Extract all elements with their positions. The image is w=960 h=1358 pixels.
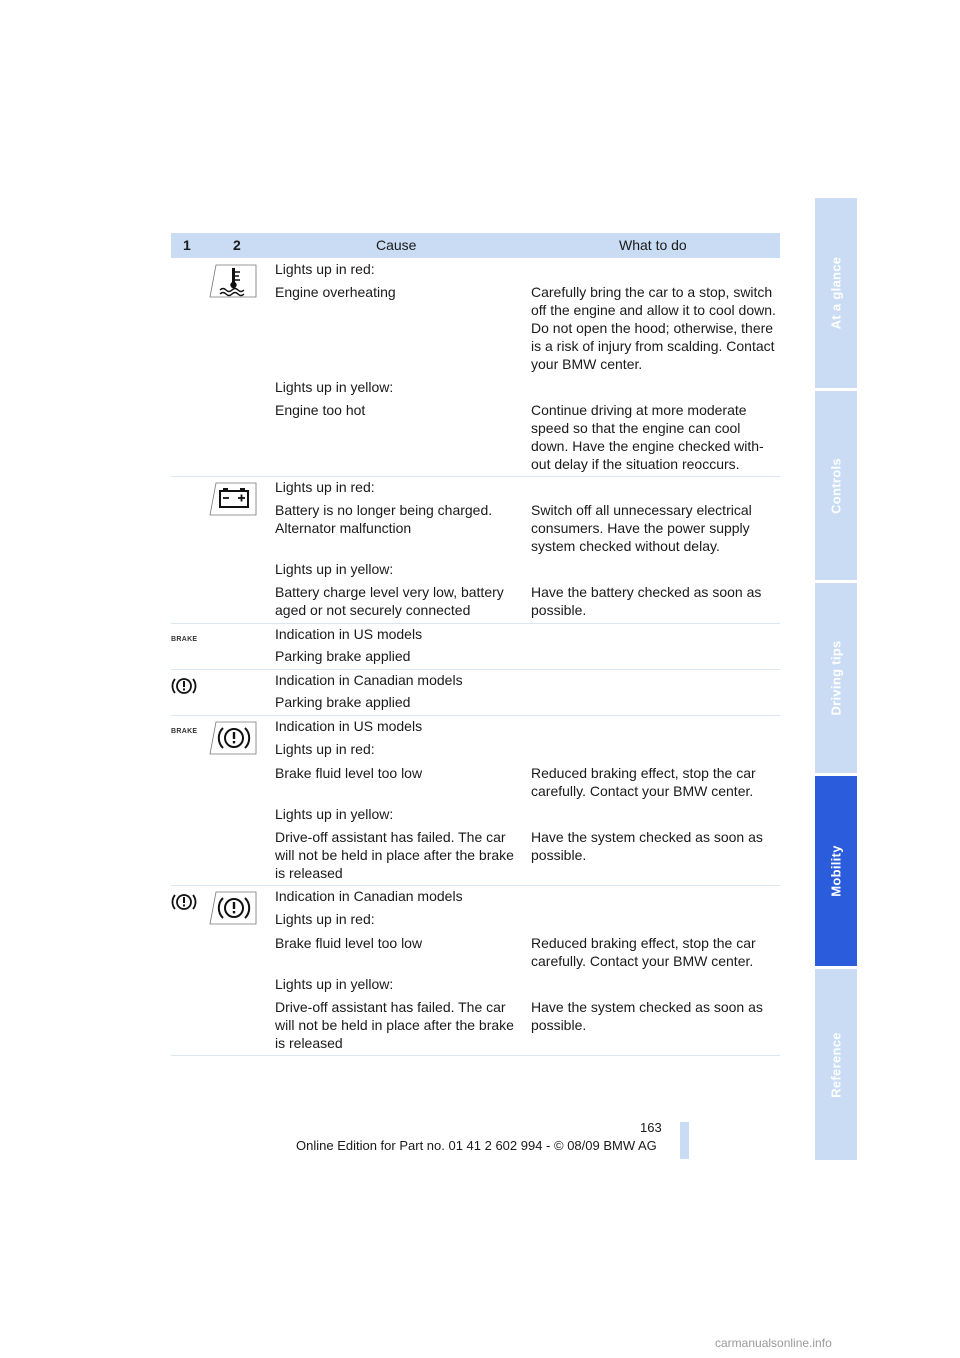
- todo-text: Have the battery checked as soon as possible.: [531, 584, 762, 618]
- tab-mobility[interactable]: [815, 776, 857, 966]
- cause-text: Indication in Canadian models: [275, 672, 463, 688]
- todo-text: Reduced braking effect, stop the car carefully. Contact your BMW center.: [531, 765, 756, 799]
- table-row-coolant: [171, 258, 780, 477]
- cause-text: Parking brake applied: [275, 648, 411, 664]
- tab-label: Controls: [828, 457, 844, 514]
- todo-text: Carefully bring the car to a stop, switch off the engine and allow it to cool down. Do not open the hood; otherwise, there is a risk of injury from scalding. Contact your BMW center.: [531, 284, 776, 372]
- brake-label-icon: BRAKE: [171, 728, 198, 735]
- table-header: [171, 233, 780, 258]
- cause-text: Indication in US models: [275, 718, 423, 734]
- table-row-battery: [171, 476, 780, 624]
- tab-label: Driving tips: [828, 640, 844, 716]
- footer-edition-text: Online Edition for Part no. 01 41 2 602 994 - © 08/09 BMW AG: [296, 1138, 657, 1153]
- cause-text: Battery is no longer being charged. Alternator malfunction: [275, 502, 493, 536]
- watermark: carmanualsonline.info: [715, 1336, 832, 1350]
- tab-controls[interactable]: [815, 391, 857, 580]
- todo-text: Reduced braking effect, stop the car carefully. Contact your BMW center.: [531, 935, 756, 969]
- cause-text: Lights up in yellow:: [275, 561, 394, 577]
- tab-at-a-glance[interactable]: [815, 198, 857, 388]
- cause-text: Indication in US models: [275, 626, 423, 642]
- tab-label: Reference: [828, 1031, 844, 1098]
- cause-text: Lights up in red:: [275, 911, 375, 927]
- cause-text: Lights up in yellow:: [275, 379, 394, 395]
- cause-text: Parking brake applied: [275, 694, 411, 710]
- cause-text: Lights up in red:: [275, 479, 375, 495]
- cause-text: Lights up in red:: [275, 261, 375, 277]
- brake-warning-icon: [171, 891, 197, 913]
- page-number: 163: [640, 1120, 662, 1135]
- table-row-parking-brake-us: [171, 623, 780, 670]
- cause-text: Battery charge level very low, battery aged or not securely connected: [275, 584, 504, 618]
- cause-text: Lights up in yellow:: [275, 806, 394, 822]
- tab-label: Mobility: [828, 845, 844, 897]
- todo-text: Have the system checked as soon as possible.: [531, 999, 763, 1033]
- header-cause: Cause: [376, 237, 417, 253]
- brake-warning-icon: [171, 675, 197, 697]
- cause-text: Drive-off assistant has failed. The car will not be held in place after the brake is released: [275, 999, 514, 1051]
- cause-text: Engine too hot: [275, 402, 366, 418]
- tab-label: At a glance: [828, 256, 844, 330]
- page-marker-bar: [680, 1122, 689, 1159]
- cause-text: Engine overheating: [275, 284, 396, 300]
- table-row-parking-brake-canada: [171, 669, 780, 716]
- todo-text: Continue driving at more moderate speed so that the engine can cool down. Have the engine checked with- out delay if the situation reoccurs.: [531, 402, 764, 472]
- todo-text: Have the system checked as soon as possible.: [531, 829, 763, 863]
- header-what-to-do: What to do: [619, 237, 687, 253]
- table-row-brake-fluid-canada: [171, 885, 780, 1056]
- header-col1: 1: [183, 237, 191, 253]
- tab-driving-tips[interactable]: [815, 583, 857, 773]
- cause-text: Lights up in red:: [275, 741, 375, 757]
- cause-text: Brake fluid level too low: [275, 765, 423, 781]
- battery-charge-icon: [208, 481, 258, 517]
- tab-reference[interactable]: [815, 969, 857, 1160]
- header-col2: 2: [233, 237, 241, 253]
- brake-system-icon: [208, 890, 258, 926]
- section-tabs: [815, 198, 857, 1160]
- cause-text: Drive-off assistant has failed. The car will not be held in place after the brake is released: [275, 829, 514, 881]
- coolant-temperature-icon: [208, 263, 258, 299]
- cause-text: Lights up in yellow:: [275, 976, 394, 992]
- brake-system-icon: [208, 720, 258, 756]
- cause-text: Brake fluid level too low: [275, 935, 423, 951]
- todo-text: Switch off all unnecessary electrical consumers. Have the power supply system checked without delay.: [531, 502, 752, 554]
- table-row-brake-fluid-us: [171, 715, 780, 886]
- brake-label-icon: BRAKE: [171, 636, 198, 643]
- cause-text: Indication in Canadian models: [275, 888, 463, 904]
